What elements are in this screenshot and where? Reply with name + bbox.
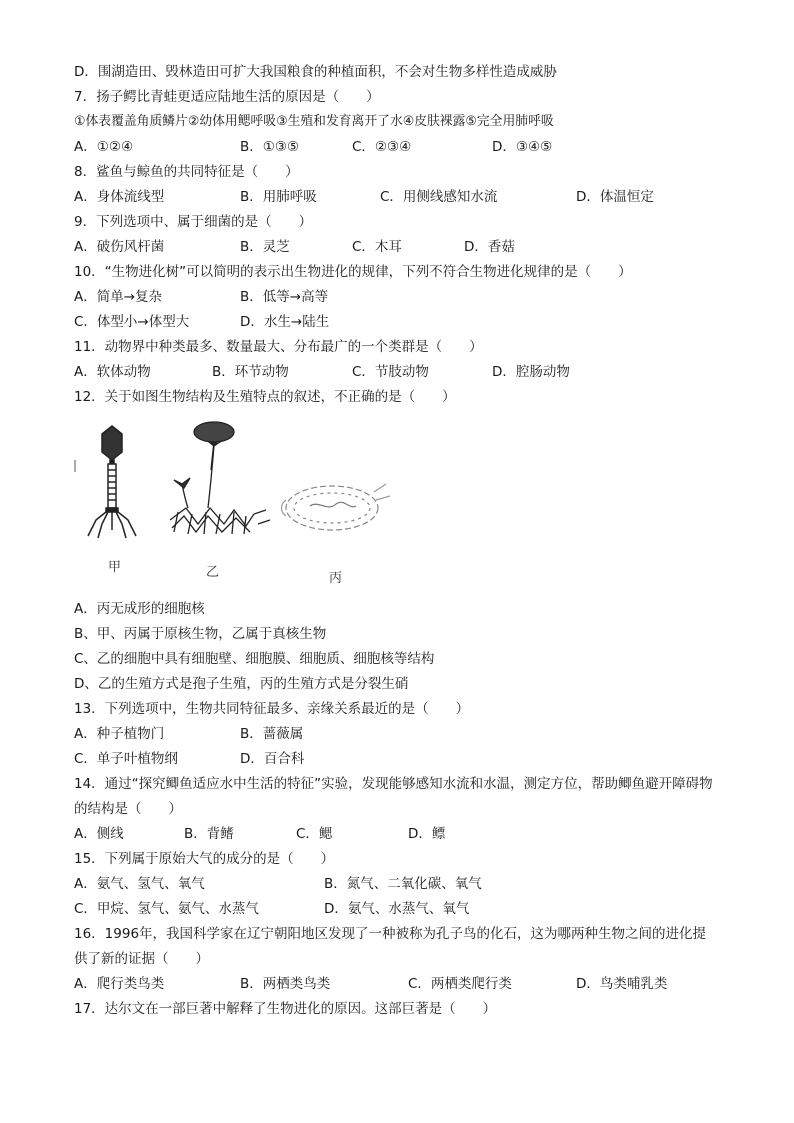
q14-option-c[interactable]: C．鳃 xyxy=(296,826,333,842)
q12-figure xyxy=(74,420,404,590)
q7-option-d[interactable]: D．③④⑤ xyxy=(492,139,553,155)
q12-option-a[interactable]: A．丙无成形的细胞核 xyxy=(74,601,205,617)
q11-option-c[interactable]: C．节肢动物 xyxy=(352,364,429,380)
q15-option-d[interactable]: D．氨气、水蒸气、氧气 xyxy=(324,901,470,917)
q13-option-c[interactable]: C．单子叶植物纲 xyxy=(74,751,178,767)
q8-option-a[interactable]: A．身体流线型 xyxy=(74,189,165,205)
q12-option-b[interactable]: B、甲、丙属于原核生物，乙属于真核生物 xyxy=(74,626,327,642)
q10-option-b[interactable]: B．低等→高等 xyxy=(240,289,329,305)
q16-stem: 16．1996年，我国科学家在辽宁朝阳地区发现了一种被称为孔子鸟的化石，这为哪两种生物之间的进化提 xyxy=(74,926,707,942)
q6-option-d: D．围湖造田、毁林造田可扩大我国粮食的种植面积，不会对生物多样性造成威胁 xyxy=(74,64,557,80)
figure-label-jia: 甲 xyxy=(108,560,122,575)
q9-option-c[interactable]: C．木耳 xyxy=(352,239,402,255)
q13-option-b[interactable]: B．蔷薇属 xyxy=(240,726,304,742)
q10-option-d[interactable]: D．水生→陆生 xyxy=(240,314,330,330)
mold-drawing xyxy=(170,422,270,534)
q11-option-a[interactable]: A．软体动物 xyxy=(74,364,151,380)
q8-option-b[interactable]: B．用肺呼吸 xyxy=(240,189,317,205)
q9-option-a[interactable]: A．破伤风杆菌 xyxy=(74,239,165,255)
figure-label-bing: 丙 xyxy=(329,571,343,586)
q16-option-d[interactable]: D．鸟类哺乳类 xyxy=(576,976,668,992)
figure-label-yi: 乙 xyxy=(206,565,220,580)
q14-option-d[interactable]: D．鳔 xyxy=(408,826,446,842)
q11-stem: 11．动物界中种类最多、数量最大、分布最广的一个类群是（ ） xyxy=(74,339,483,355)
q7-statements: ①体表覆盖角质鳞片②幼体用鳃呼吸③生殖和发育离开了水④皮肤裸露⑤完全用肺呼吸 xyxy=(74,114,554,129)
q10-option-c[interactable]: C．体型小→体型大 xyxy=(74,314,190,330)
q13-option-a[interactable]: A．种子植物门 xyxy=(74,726,165,742)
q14-stem: 14．通过“探究鲫鱼适应水中生活的特征”实验，发现能够感知水流和水温，测定方位，帮助鲫鱼避开障碍物 xyxy=(74,776,713,792)
q15-option-c[interactable]: C．甲烷、氢气、氨气、水蒸气 xyxy=(74,901,259,917)
q8-option-d[interactable]: D．体温恒定 xyxy=(576,189,654,205)
q13-stem: 13．下列选项中，生物共同特征最多、亲缘关系最近的是（ ） xyxy=(74,701,470,717)
q15-option-a[interactable]: A．氨气、氢气、氧气 xyxy=(74,876,205,892)
q10-stem: 10．“生物进化树”可以简明的表示出生物进化的规律，下列不符合生物进化规律的是（ ） xyxy=(74,264,632,280)
q17-stem: 17．达尔文在一部巨著中解释了生物进化的原因。这部巨著是（ ） xyxy=(74,1001,497,1017)
q14-option-b[interactable]: B．背鳍 xyxy=(184,826,234,842)
q7-option-c[interactable]: C．②③④ xyxy=(352,139,412,155)
q11-option-d[interactable]: D．腔肠动物 xyxy=(492,364,570,380)
q10-option-a[interactable]: A．简单→复杂 xyxy=(74,289,163,305)
q12-option-c[interactable]: C、乙的细胞中具有细胞壁、细胞膜、细胞质、细胞核等结构 xyxy=(74,651,435,667)
q9-stem: 9．下列选项中、属于细菌的是（ ） xyxy=(74,214,313,230)
q9-option-b[interactable]: B．灵芝 xyxy=(240,239,290,255)
bacteriophage-drawing xyxy=(88,426,136,538)
q16-stem-cont: 供了新的证据（ ） xyxy=(74,951,209,967)
q16-option-b[interactable]: B．两栖类鸟类 xyxy=(240,976,331,992)
q12-stem: 12．关于如图生物结构及生殖特点的叙述，不正确的是（ ） xyxy=(74,389,456,405)
q15-option-b[interactable]: B．氮气、二氧化碳、氧气 xyxy=(324,876,482,892)
q11-option-b[interactable]: B．环节动物 xyxy=(212,364,289,380)
q8-stem: 8．鲨鱼与鲸鱼的共同特征是（ ） xyxy=(74,164,299,180)
bacterium-drawing xyxy=(282,484,391,530)
q12-option-d[interactable]: D、乙的生殖方式是孢子生殖，丙的生殖方式是分裂生硝 xyxy=(74,676,409,692)
q14-stem-cont: 的结构是（ ） xyxy=(74,801,182,817)
q7-option-b[interactable]: B．①③⑤ xyxy=(240,139,300,155)
q14-option-a[interactable]: A．侧线 xyxy=(74,826,124,842)
q16-option-a[interactable]: A．爬行类鸟类 xyxy=(74,976,165,992)
q8-option-c[interactable]: C．用侧线感知水流 xyxy=(380,189,498,205)
q16-option-c[interactable]: C．两栖类爬行类 xyxy=(408,976,512,992)
organisms-illustration xyxy=(74,420,404,590)
q7-stem: 7．扬子鳄比青蛙更适应陆地生活的原因是（ ） xyxy=(74,89,380,105)
q15-stem: 15．下列属于原始大气的成分的是（ ） xyxy=(74,851,335,867)
q9-option-d[interactable]: D．香菇 xyxy=(464,239,515,255)
q7-option-a[interactable]: A．①②④ xyxy=(74,139,134,155)
q13-option-d[interactable]: D．百合科 xyxy=(240,751,305,767)
